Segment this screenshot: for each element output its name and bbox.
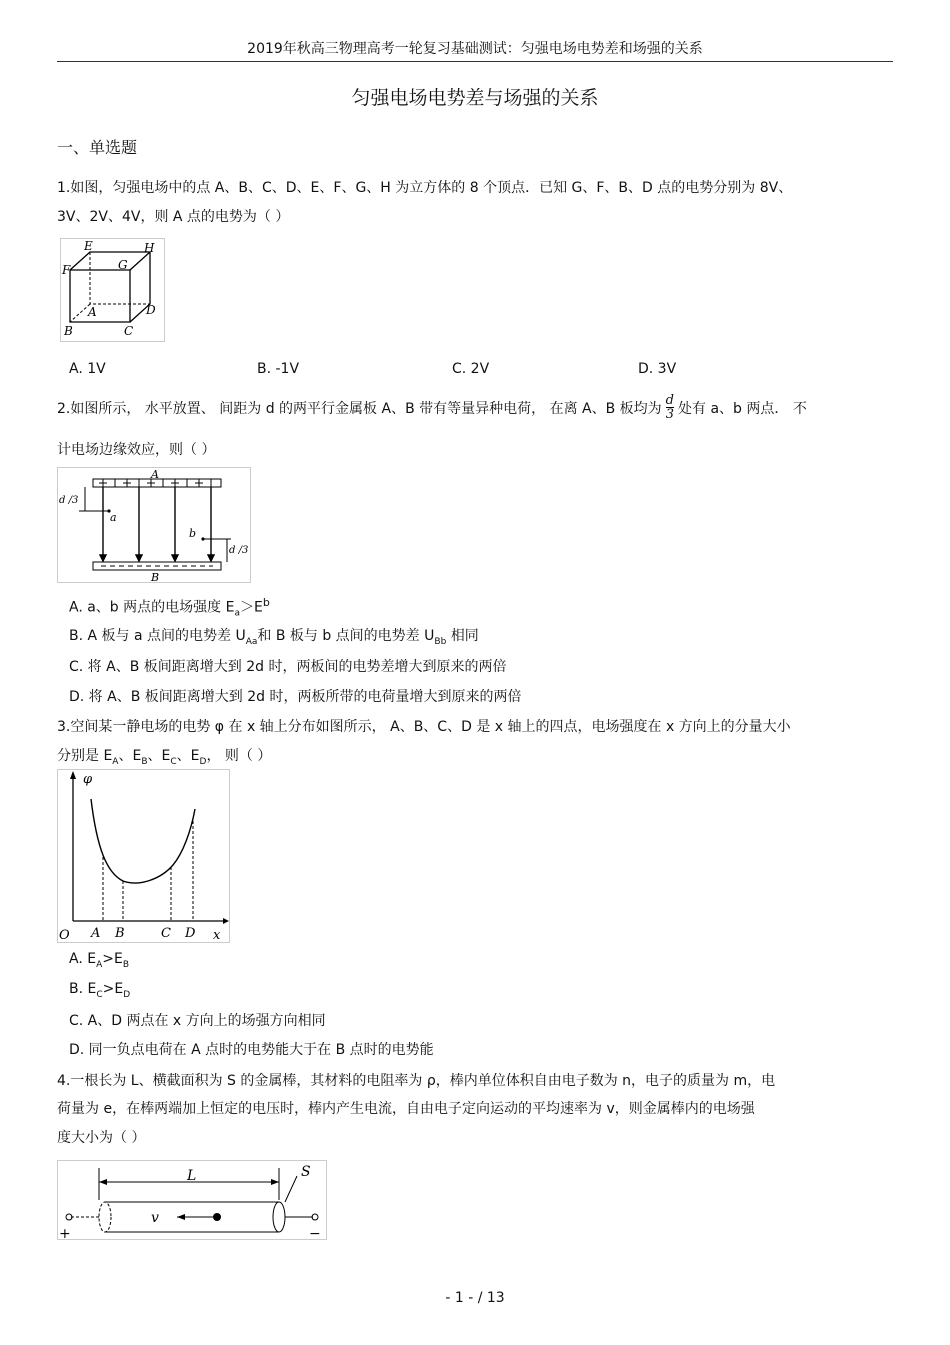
q2-frac-den: 3: [665, 407, 674, 422]
plate-label-b: B: [151, 571, 160, 583]
q3-sub-b: B: [141, 756, 148, 767]
q3-opt-b-s1: C: [96, 989, 103, 1000]
cube-label-f: F: [62, 263, 71, 277]
rod-velocity-label: v: [151, 1210, 159, 1226]
q1-cube-figure: [60, 238, 165, 342]
q1-option-a[interactable]: A. 1V: [69, 361, 106, 377]
q3-option-c[interactable]: C. A、D 两点在 x 方向上的场强方向相同: [69, 1013, 326, 1029]
cube-label-h: H: [144, 241, 155, 255]
graph-b-label: B: [115, 926, 125, 941]
q2-opt-b-text: B. A 板与 a 点间的电势差 U: [69, 628, 246, 644]
q2-opt-a-text: A. a、b 两点的电场强度 E: [69, 599, 235, 616]
q3-sub-d: D: [199, 756, 207, 767]
q4-line1: 4.一根长为 L、横截面积为 S 的金属棒，其材料的电阻率为 ρ，棒内单位体积自由电子数为 n，电子的质量为 m，电: [57, 1073, 776, 1089]
q3-opt-b-mid: >E: [102, 981, 124, 997]
graph-x-label: x: [213, 928, 221, 943]
q3-sub-a: A: [112, 756, 119, 767]
q4-line3: 度大小为（ ）: [57, 1130, 146, 1146]
q3-option-a[interactable]: [69, 951, 129, 970]
section-heading: 一、单选题: [57, 138, 138, 157]
q2-opt-b-sub1: Aa: [245, 636, 258, 647]
cube-label-b: B: [64, 324, 73, 338]
q3-option-d[interactable]: D. 同一负点电荷在 A 点时的电势能大于在 B 点时的电势能: [69, 1042, 434, 1058]
page-header: 2019年秋高三物理高考一轮复习基础测试：匀强电场电势差和场强的关系: [247, 41, 703, 57]
q2-opt-a-sub2: b: [262, 596, 270, 609]
q2-opt-b-mid: 和 B 板与 b 点间的电势差 U: [257, 628, 435, 644]
q3-line2-text: 分别是 E: [57, 748, 113, 764]
q3-opt-a-s2: B: [122, 959, 130, 970]
cube-label-g: G: [118, 258, 128, 272]
q2-line1-text: 2.如图所示， 水平放置、 间距为 d 的两平行金属板 A、B 带有等量异种电荷， 在离 A、B 板均为: [57, 400, 662, 417]
point-a-label: a: [110, 511, 117, 524]
q2-opt-b-sub2: Bb: [434, 636, 447, 647]
cube-label-c: C: [124, 324, 134, 338]
q3-opt-b-s2: D: [123, 989, 131, 1000]
q3-opt-b-text: B. E: [69, 981, 97, 997]
q2-option-a[interactable]: [69, 596, 270, 618]
q2-dim-left: d /3: [59, 495, 79, 506]
q3-opt-a-s1: A: [96, 959, 103, 970]
q2-line2: 计电场边缘效应，则（ ）: [57, 442, 216, 458]
q4-line2: 荷量为 e，在棒两端加上恒定的电压时，棒内产生电流，自由电子定向运动的平均速率为 v，则金属棒内的电场强: [57, 1101, 755, 1117]
page-title: 匀强电场电势差与场强的关系: [351, 87, 599, 109]
q1-option-b[interactable]: B. -1V: [257, 361, 300, 377]
rod-length-label: L: [187, 1168, 197, 1184]
q2-option-b[interactable]: [69, 625, 479, 647]
q3-opt-a-text: A. E: [69, 951, 97, 967]
q3-opt-a-mid: >E: [102, 951, 123, 967]
q3-line2-end: ， 则（ ）: [206, 748, 272, 764]
q2-frac-num: d: [665, 393, 674, 408]
q2-line1: [57, 394, 807, 421]
q1-line1: 1.如图，匀强电场中的点 A、B、C、D、E、F、G、H 为立方体的 8 个顶点．已知 G、F、B、D 点的电势分别为 8V、: [57, 180, 793, 196]
page-number: - 1 - / 13: [445, 1290, 505, 1306]
q1-option-d[interactable]: D. 3V: [638, 361, 677, 377]
q2-opt-b-end: 相同: [446, 628, 479, 644]
q3-sub-c: C: [170, 756, 177, 767]
q4-rod-figure: [57, 1160, 327, 1240]
q2-fraction: [666, 394, 674, 421]
graph-d-label: D: [185, 926, 196, 941]
q2-opt-a-mid: ＞E: [239, 599, 263, 616]
q2-option-d[interactable]: D. 将 A、B 板间距离增大到 2d 时，两板所带的电荷量增大到原来的两倍: [69, 689, 522, 705]
q3-potential-graph: [57, 769, 230, 943]
cube-label-e: E: [84, 239, 93, 253]
graph-origin-label: O: [59, 928, 70, 943]
cube-label-a: A: [88, 305, 97, 319]
q1-option-c[interactable]: C. 2V: [452, 361, 490, 377]
plate-label-a: A: [151, 468, 159, 481]
q2-line1-end: 处有 a、b 两点． 不: [678, 400, 807, 417]
q2-option-c[interactable]: C. 将 A、B 板间距离增大到 2d 时，两板间的电势差增大到原来的两倍: [69, 659, 507, 675]
rod-area-label: S: [301, 1164, 311, 1180]
q3-option-b[interactable]: [69, 981, 130, 1000]
q3-line2: 分别是 $E_A$、$E_B$、$E_C$、$E_D$， 则（ ）: [57, 748, 272, 767]
q2-plates-figure: [57, 467, 251, 583]
q2-dim-right: d /3: [229, 545, 249, 556]
header-rule: [57, 61, 893, 62]
point-b-label: b: [189, 527, 197, 540]
q3-line1: 3.空间某一静电场的电势 φ 在 x 轴上分布如图所示， A、B、C、D 是 x 轴上的四点，电场强度在 x 方向上的分量大小: [57, 719, 791, 735]
q1-line2: 3V、2V、4V，则 A 点的电势为（ ）: [57, 209, 290, 225]
graph-a-label: A: [91, 926, 101, 941]
graph-phi-label: φ: [83, 772, 93, 787]
cube-label-d: D: [146, 303, 156, 317]
rod-minus-sign: −: [309, 1226, 321, 1240]
q2-opt-a-sub1: a: [234, 608, 240, 619]
rod-plus-sign: +: [59, 1226, 71, 1240]
graph-c-label: C: [161, 926, 171, 941]
